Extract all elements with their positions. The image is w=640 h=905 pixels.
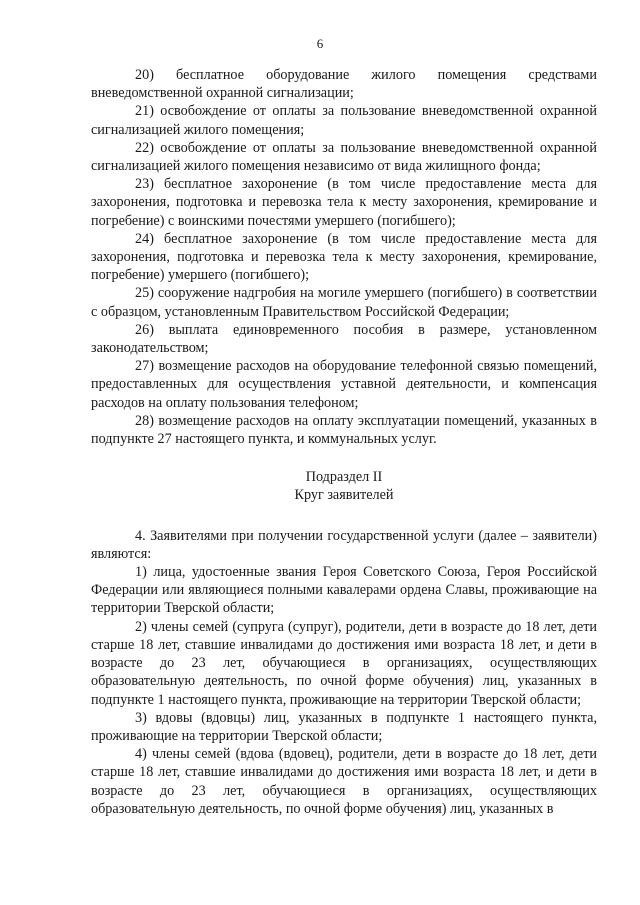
subsection-heading (91, 468, 597, 504)
list-item: 20) бесплатное оборудование жилого помещения средствами вневедомственной охранной сигнализации; (91, 67, 597, 102)
list-item: 26) выплата единовременного пособия в размере, установленном законодательством; (91, 321, 597, 357)
list-item: 24) бесплатное захоронение (в том числе предоставление места для захоронения, подготовка и перевозка тела к месту захоронения, кремирование, погребение) умершего (погибшего); (91, 230, 597, 284)
list-item: 2) члены семей (супруга (супруг), родители, дети в возрасте до 18 лет, дети старше 18 лет, ставшие инвалидами до достижения ими возраста 18 лет, и дети в возрасте до 23 лет, обучающиеся в организациях, осуществляющих образовательную деятельность, по очной форме обучения) лиц, указанных в подпункте 1 настоящего пункта, проживающие на территории Тверской области; (91, 618, 597, 708)
applicants-section (91, 527, 597, 818)
list-item: 27) возмещение расходов на оборудование телефонной связью помещений, предоставленных для осуществления уставной деятельности, и компенсация расходов на оплату пользования телефоном; (91, 358, 597, 411)
subsection-label: Подраздел II (305, 469, 383, 486)
list-item: 3) вдовы (вдовцы) лиц, указанных в подпункте 1 настоящего пункта, проживающие на территории Тверской области; (91, 709, 597, 744)
list-item: 21) освобождение от оплаты за пользование вневедомственной охранной сигнализацией жилого помещения; (91, 103, 597, 138)
list-item: 23) бесплатное захоронение (в том числе предоставление места для захоронения, подготовка и перевозка тела к месту захоронения, кремирование и погребение) с воинскими почестями умершего (погибшего); (91, 176, 597, 229)
benefits-list (91, 66, 597, 448)
document-body (91, 66, 597, 818)
list-item: 28) возмещение расходов на оплату эксплуатации помещений, указанных в подпункте 27 настоящего пункта, и коммунальных услуг. (91, 412, 597, 448)
list-item: 25) сооружение надгробия на могиле умершего (погибшего) в соответствии с образцом, установленным Правительством Российской Федерации; (91, 285, 597, 320)
list-item: 22) освобождение от оплаты за пользование вневедомственной охранной сигнализацией жилого помещения независимо от вида жилищного фонда; (91, 139, 597, 175)
page-number: 6 (316, 36, 324, 51)
list-item: 4) члены семей (вдова (вдовец), родители, дети в возрасте до 18 лет, дети старше 18 лет, ставшие инвалидами до достижения ими возраста 18 лет, и дети в возрасте до 23 лет, обучающиеся в организациях, осуществляющих образовательную деятельность, по очной форме обучения) лиц, указанных в (91, 746, 597, 817)
applicants-intro: 4. Заявителями при получении государственной услуги (далее – заявители) являются: (91, 527, 597, 562)
subsection-title: Круг заявителей (294, 487, 394, 504)
list-item: 1) лица, удостоенные звания Героя Советского Союза, Героя Российской Федерации или являющиеся полными кавалерами ордена Славы, проживающие на территории Тверской области; (91, 564, 597, 617)
